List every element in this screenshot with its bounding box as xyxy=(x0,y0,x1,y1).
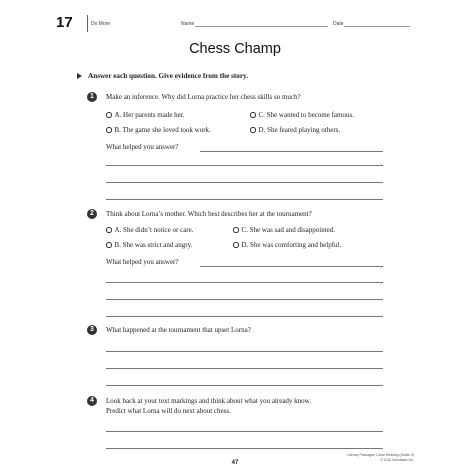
q1-answer-line[interactable] xyxy=(106,199,383,200)
radio-icon[interactable] xyxy=(233,227,239,233)
name-field[interactable] xyxy=(195,26,328,27)
q1-answer-line[interactable] xyxy=(200,151,383,152)
radio-icon[interactable] xyxy=(106,242,112,248)
radio-icon[interactable] xyxy=(250,112,256,118)
q3-answer-line[interactable] xyxy=(106,351,383,352)
q1-answer-line[interactable] xyxy=(106,165,383,166)
directions-text: Answer each question. Give evidence from the story. xyxy=(88,72,249,80)
radio-icon[interactable] xyxy=(106,227,112,233)
radio-icon[interactable] xyxy=(250,127,256,133)
question-number-3: 3 xyxy=(87,325,97,335)
header-divider xyxy=(87,15,88,32)
q2-answer-line[interactable] xyxy=(106,299,383,300)
q2-answer-line[interactable] xyxy=(200,266,383,267)
q2-answer-line[interactable] xyxy=(106,316,383,317)
date-field[interactable] xyxy=(344,26,410,27)
footer-credit xyxy=(347,453,414,463)
q1-evidence-label: What helped you answer? xyxy=(106,143,179,151)
page-title: Chess Champ xyxy=(189,41,281,57)
page-number: 47 xyxy=(231,460,239,466)
question-number-1: 1 xyxy=(87,92,97,102)
question-text-4-line-1: Look back at your text markings and think about what you already know. xyxy=(106,397,312,405)
q2-option-b[interactable]: B. She was strict and angry. xyxy=(106,241,192,250)
q3-answer-line[interactable] xyxy=(106,385,383,386)
q2-answer-line[interactable] xyxy=(106,282,383,283)
q2-option-c[interactable]: C. She was sad and disappointed. xyxy=(233,226,335,235)
q2-evidence-label: What helped you answer? xyxy=(106,258,179,266)
q3-answer-line[interactable] xyxy=(106,368,383,369)
question-text-1: Make an inference. Why did Lorna practice her chess skills so much? xyxy=(106,93,301,101)
q1-option-c[interactable]: C. She wanted to become famous. xyxy=(250,111,354,120)
q4-answer-line[interactable] xyxy=(106,431,383,432)
q2-option-d[interactable]: D. She was comforting and helpful. xyxy=(233,241,341,250)
lesson-title: Do More xyxy=(91,21,111,27)
page-header xyxy=(56,14,414,34)
credit-line-2: © 2016 Scholastic Inc. xyxy=(380,457,414,462)
q1-option-b[interactable]: B. The game she loved took work. xyxy=(106,126,211,135)
question-text-2: Think about Lorna’s mother. Which best describes her at the tournament? xyxy=(106,210,312,218)
name-label: Name xyxy=(181,21,195,27)
question-text-3: What happened at the tournament that upset Lorna? xyxy=(106,326,251,334)
radio-icon[interactable] xyxy=(106,127,112,133)
arrow-right-icon xyxy=(77,73,82,79)
question-number-2: 2 xyxy=(87,209,97,219)
q2-option-a[interactable]: A. She didn’t notice or care. xyxy=(106,226,194,235)
q1-option-d[interactable]: D. She feared playing others. xyxy=(250,126,340,135)
question-text-4-line-2: Predict what Lorna will do next about chess. xyxy=(106,407,231,415)
q4-answer-line[interactable] xyxy=(106,448,383,449)
credit-line-1: Literary Passages: Close Reading (Grade 3) xyxy=(347,453,414,457)
radio-icon[interactable] xyxy=(106,112,112,118)
directions xyxy=(88,72,248,80)
lesson-number: 17 xyxy=(56,14,73,31)
date-label: Date xyxy=(333,21,344,27)
q1-option-a[interactable]: A. Her parents made her. xyxy=(106,111,184,120)
radio-icon[interactable] xyxy=(233,242,239,248)
question-number-4: 4 xyxy=(87,396,97,406)
q1-answer-line[interactable] xyxy=(106,182,383,183)
